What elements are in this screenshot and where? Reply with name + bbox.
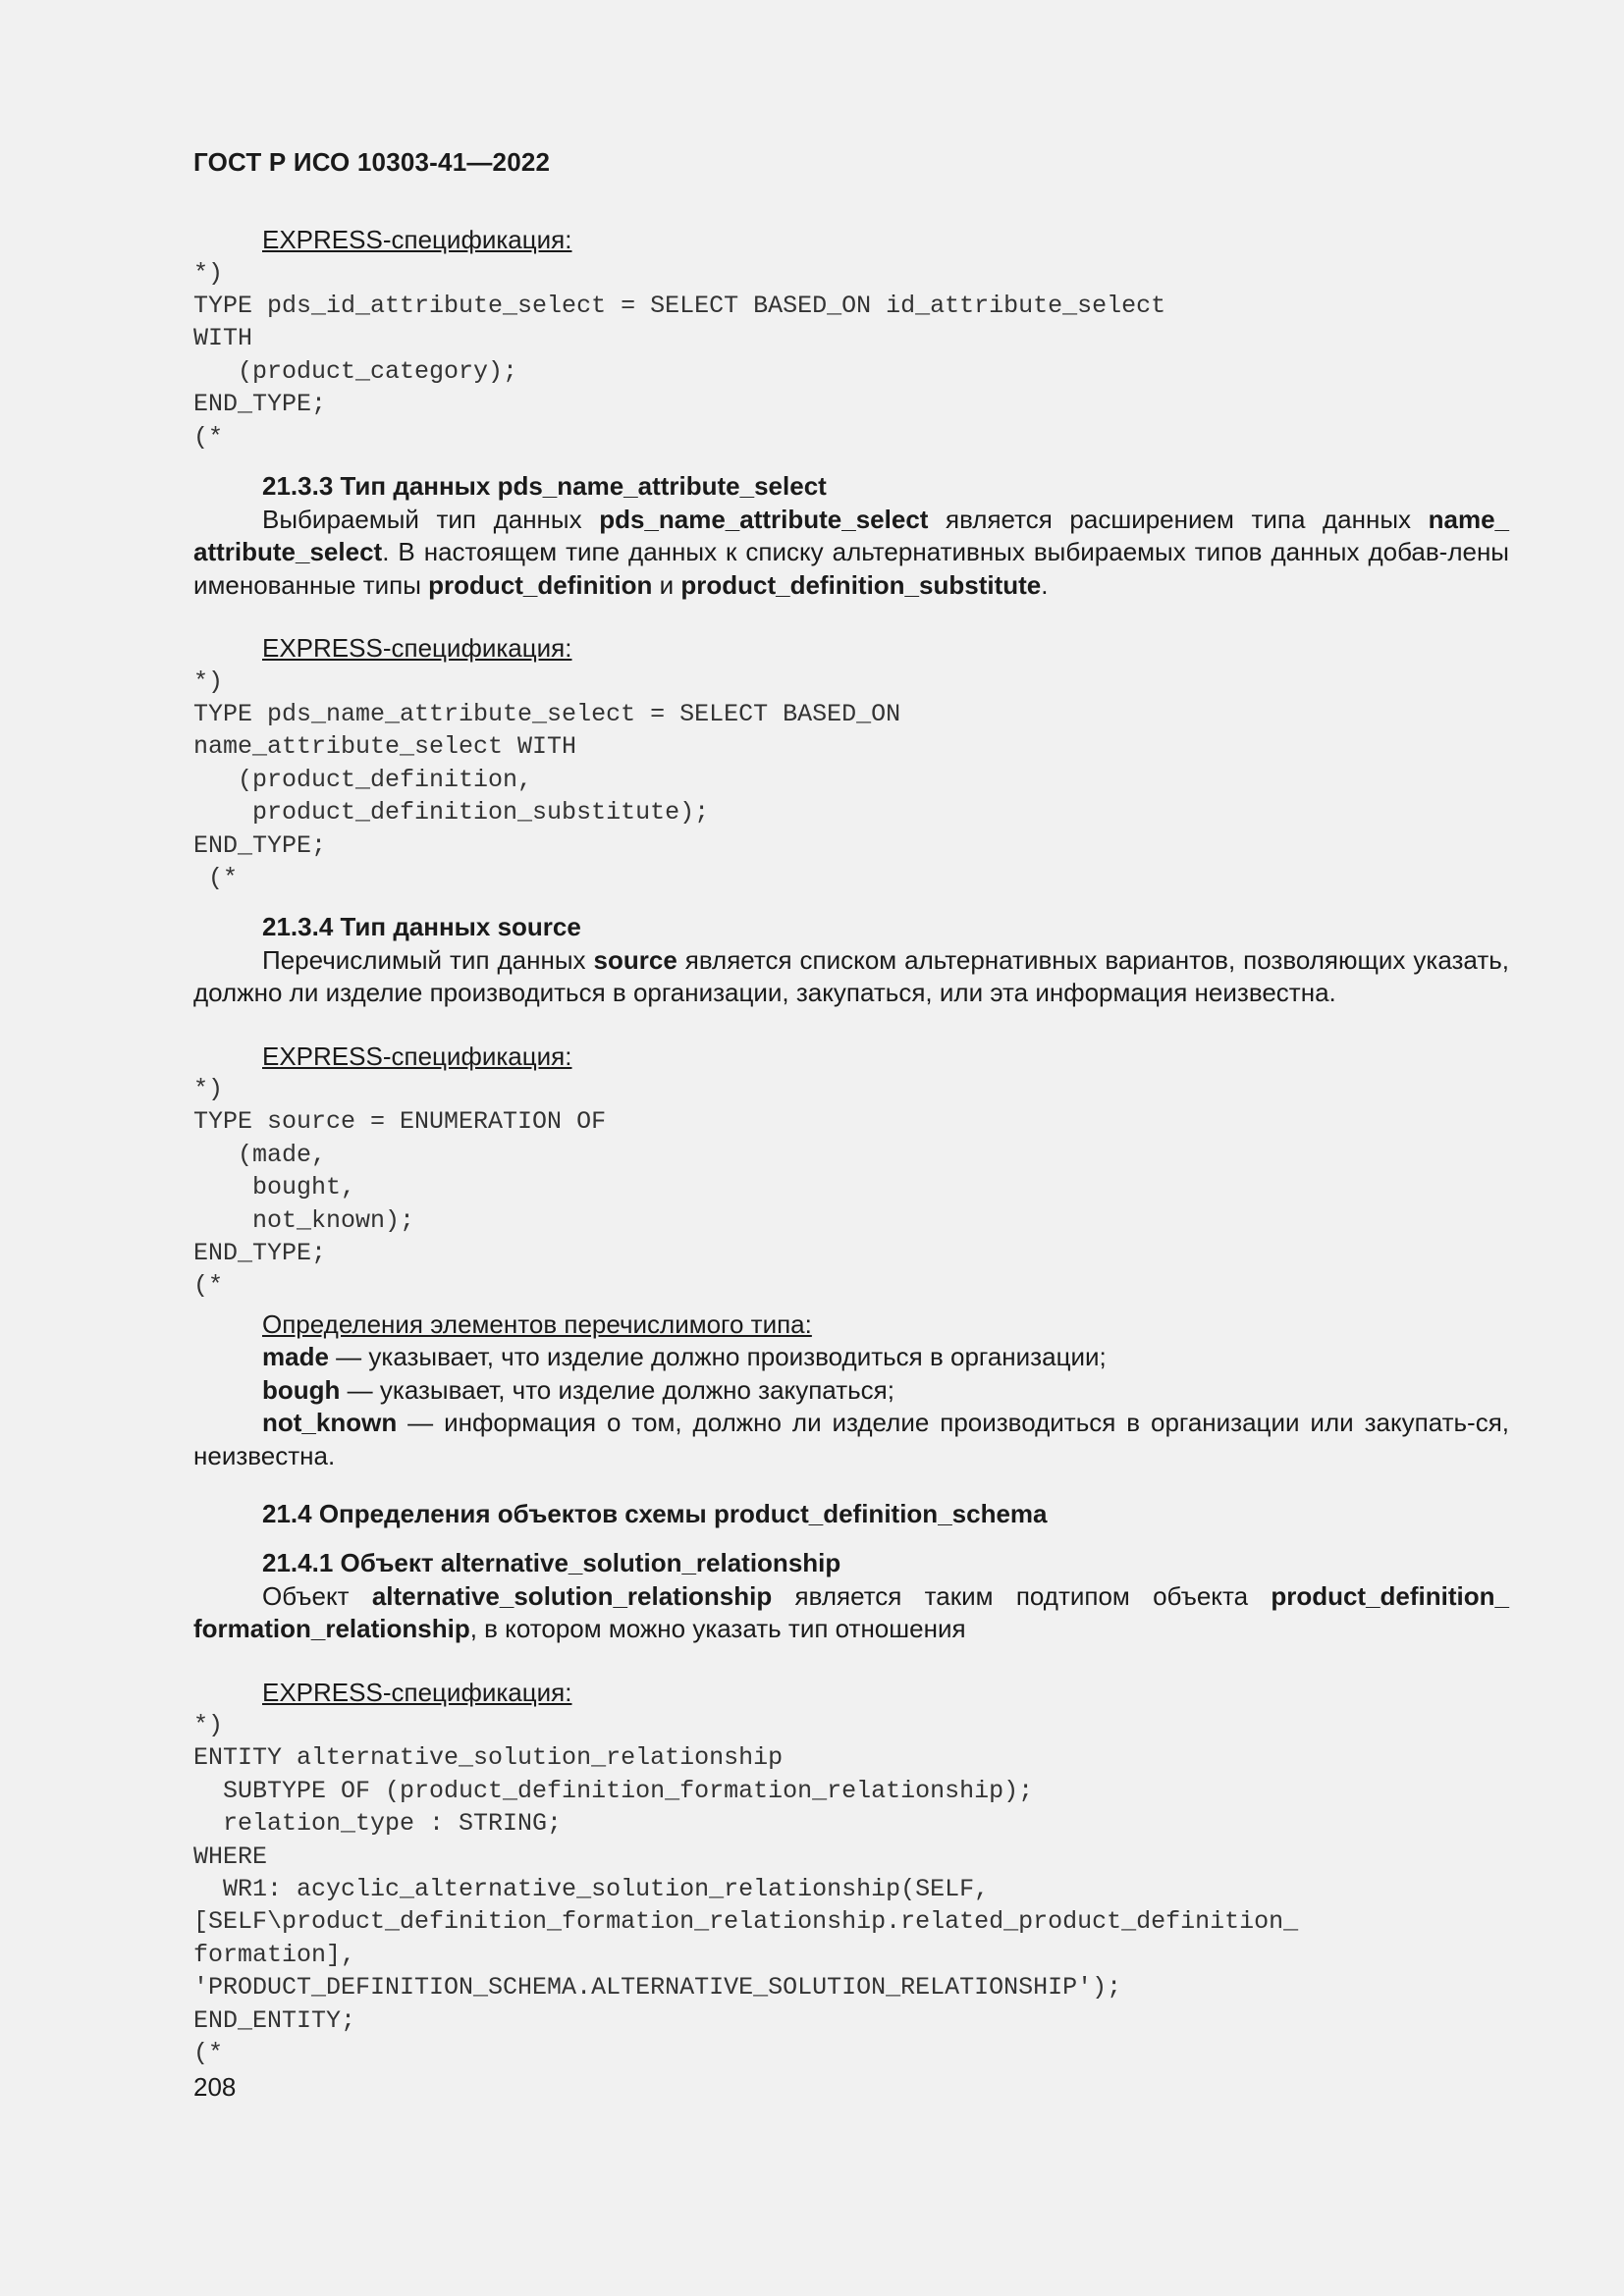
definition-item: made — указывает, что изделие должно производиться в организации;	[262, 1342, 1107, 1372]
section-paragraph: Выбираемый тип данных pds_name_attribute_select является расширением типа данных name_ attribute_select. В настоящем типе данных к списку альтернативных выбираемых типов данных добав-лены именованные типы product_definition и product_definition_substitute.	[193, 504, 1509, 600]
section-paragraph: Объект alternative_solution_relationship является таким подтипом объекта product_definition_ formation_relationship, в котором можно указать тип отношения	[193, 1580, 1509, 1643]
section-21-3-4	[193, 911, 1509, 1472]
page-number: 208	[193, 2072, 237, 2102]
code-block: *) TYPE pds_id_attribute_select = SELECT BASED_ON id_attribute_select WITH (product_category); END_TYPE; (*	[193, 258, 1166, 452]
section-21-4	[193, 1498, 1509, 1531]
definition-item: bough — указывает, что изделие должно закупаться;	[262, 1374, 894, 1405]
express-label: EXPRESS-спецификация:	[262, 225, 572, 254]
definition-item: not_known — информация о том, должно ли изделие производиться в организации или закупать-ся, неизвестна.	[193, 1408, 1509, 1470]
express-label: EXPRESS-спецификация:	[262, 633, 572, 663]
section-heading: 21.3.4 Тип данных source	[262, 912, 581, 941]
section-heading: 21.4.1 Объект alternative_solution_relationship	[262, 1548, 841, 1577]
section-21-3-3	[193, 470, 1509, 894]
code-block: *) TYPE pds_name_attribute_select = SELECT BASED_ON name_attribute_select WITH (product_definition, product_definition_substitute); END_TYPE; (*	[193, 667, 901, 892]
section-paragraph: Перечислимый тип данных source является списком альтернативных вариантов, позволяющих указать, должно ли изделие производиться в организации, закупаться, или эта информация неизвестна.	[193, 944, 1509, 1007]
section-heading: 21.4 Определения объектов схемы product_definition_schema	[262, 1499, 1048, 1528]
express-label: EXPRESS-спецификация:	[262, 1041, 572, 1071]
section-heading: 21.3.3 Тип данных pds_name_attribute_select	[262, 471, 827, 501]
express-label: EXPRESS-спецификация:	[262, 1677, 572, 1707]
definitions-title: Определения элементов перечислимого типа:	[262, 1308, 812, 1339]
section-21-4-1	[193, 1547, 1509, 2069]
code-block: *) ENTITY alternative_solution_relationship SUBTYPE OF (product_definition_formation_relationship); relation_type : STRING; WHERE WR1: acyclic_alternative_solution_relationship(SELF, [SELF\product_definition_formation_relationship.related_product_definition_ formation], 'PRODUCT_DEFINITION_SCHEMA.ALTERNATIVE_SOLUTION_RELATIONSHIP'); END_ENTITY; (*	[193, 1711, 1299, 2068]
code-block: *) TYPE source = ENUMERATION OF (made, bought, not_known); END_TYPE; (*	[193, 1075, 607, 1301]
express-block-1	[193, 224, 1509, 454]
document-header: ГОСТ Р ИСО 10303-41—2022	[193, 147, 551, 177]
